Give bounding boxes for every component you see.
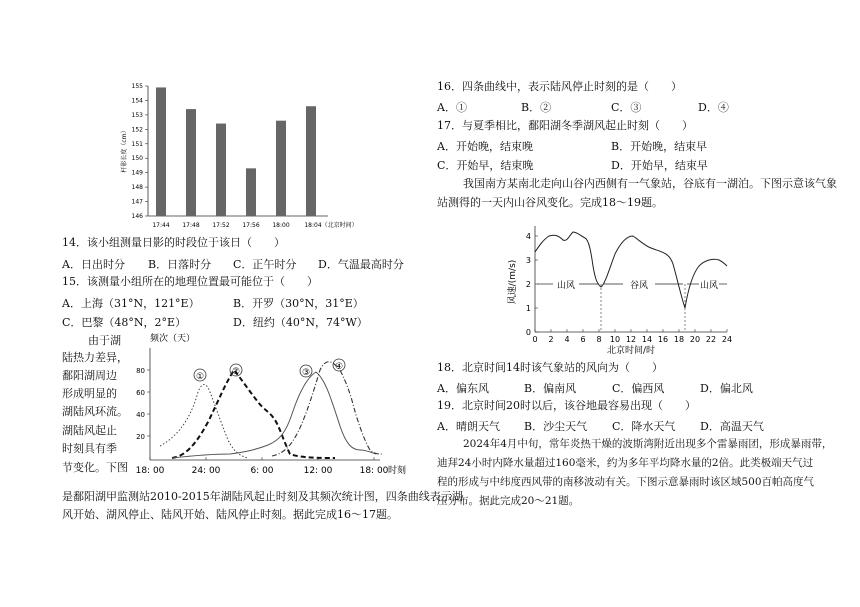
q14-option-c[interactable]: C．正午时分 — [233, 258, 297, 271]
shadow-y-tick: 146 — [131, 213, 143, 220]
lake-breeze-chart — [120, 330, 405, 480]
q14-option-b[interactable]: B．日落时分 — [148, 258, 212, 271]
lake-y-tick: 20 — [136, 433, 145, 441]
q18-option-a[interactable]: A．偏东风 — [437, 382, 489, 395]
wind-x-tick: 12 — [625, 335, 637, 344]
shadow-bar — [306, 106, 316, 216]
wind-x-tick: 10 — [609, 335, 621, 344]
q18-option-b[interactable]: B．偏南风 — [524, 382, 577, 395]
shadow-y-tick: 153 — [131, 111, 143, 119]
lake-intro-line1: 由于湖 — [88, 334, 121, 347]
wind-y-tick: 1 — [525, 304, 531, 313]
lake-intro-line10: 风开始、湖风停止、陆风开始、陆风停止时刻。据此完成16～17题。 — [62, 508, 398, 521]
valley-wind-chart — [505, 222, 735, 360]
storm-intro-line3: 程的形成与中纬度西风带的南移波动有关。下图示意暴雨时该区域500百帕高度气 — [437, 476, 815, 488]
shadow-bar — [156, 87, 166, 216]
lake-y-tick: 60 — [136, 389, 145, 397]
wind-x-tick: 0 — [532, 335, 538, 344]
lake-x-tick: 24: 00 — [191, 466, 221, 476]
wind-speed-curve — [535, 232, 727, 308]
wind-label-valley: 谷风 — [629, 281, 649, 291]
shadow-chart-ylabel: 杆影长度（cm） — [121, 127, 128, 173]
q15-option-c[interactable]: C．巴黎（48°N，2°E） — [62, 316, 187, 329]
q15-stem: 15．该测量小组所在的地理位置最可能位于（ ） — [62, 275, 318, 288]
lake-chart-xunit: 时刻 — [388, 466, 407, 476]
valley-intro-line2: 站测得的一天内山谷风变化。完成18～19题。 — [437, 196, 663, 209]
q17-stem: 17．与夏季相比，鄱阳湖冬季湖风起止时刻（ ） — [437, 119, 693, 132]
wind-chart-xlabel: 北京时间/时 — [606, 346, 656, 356]
lake-y-tick: 80 — [136, 367, 145, 375]
wind-y-tick: 0 — [525, 328, 531, 337]
lake-intro-line8: 节变化。下图 — [62, 461, 128, 474]
shadow-y-tick: 151 — [131, 140, 143, 148]
lake-intro-line2: 陆热力差异， — [62, 351, 128, 364]
q16-option-d[interactable]: D．④ — [698, 101, 729, 114]
q17-option-b[interactable]: B．开始晚，结束早 — [611, 140, 708, 153]
lake-chart-ylabel: 频次（天） — [150, 334, 196, 344]
lake-intro-line9: 是鄱阳湖甲监测站2010-2015年湖陆风起止时刻及其频次统计图，四条曲线表示湖 — [62, 490, 463, 503]
q15-option-b[interactable]: B．开罗（30°N，31°E） — [233, 297, 364, 310]
lake-intro-line4: 形成明显的 — [62, 387, 117, 400]
wind-x-tick: 6 — [580, 335, 586, 344]
wind-x-tick: 18 — [673, 335, 685, 344]
q19-option-d[interactable]: D．高温天气 — [700, 420, 764, 433]
storm-intro-line4: 压分布。据此完成20～21题。 — [437, 495, 580, 507]
wind-x-tick: 4 — [564, 335, 570, 344]
storm-intro-line2: 迪拜24小时内降水量超过160毫米，约为多年平均降水量的2倍。此类极端天气过 — [437, 457, 814, 469]
q19-option-b[interactable]: B．沙尘天气 — [524, 420, 588, 433]
shadow-x-tick: 17:44 — [152, 222, 170, 229]
q18-stem: 18．北京时间14时该气象站的风向为（ ） — [437, 361, 663, 374]
lake-x-tick: 18: 00 — [359, 466, 389, 476]
lake-x-tick: 6: 00 — [250, 466, 274, 476]
shadow-bar — [186, 109, 196, 216]
q15-option-d[interactable]: D．纽约（40°N，74°W） — [233, 316, 368, 329]
wind-x-tick: 8 — [596, 335, 602, 344]
q14-stem: 14．该小组测量日影的时段位于该日（ ） — [62, 236, 285, 249]
q14-option-a[interactable]: A．日出时分 — [62, 258, 125, 271]
wind-chart-ylabel: 风速/(m/s) — [508, 259, 518, 305]
shadow-length-chart — [118, 78, 358, 233]
shadow-x-tick: 17:52 — [212, 222, 230, 229]
q17-option-a[interactable]: A．开始晚，结束晚 — [437, 140, 533, 153]
valley-intro-line1: 我国南方某南北走向山谷内西侧有一气象站，谷底有一湖泊。下图示意该气象 — [463, 177, 837, 190]
q19-option-a[interactable]: A．晴朗天气 — [437, 420, 500, 433]
shadow-y-tick: 147 — [131, 198, 143, 206]
lake-intro-line6: 湖陆风起止 — [62, 424, 117, 437]
lake-x-tick: 18: 00 — [135, 466, 165, 476]
wind-y-tick: 3 — [525, 256, 531, 265]
curve-2 — [172, 370, 335, 458]
lake-intro-line7: 时刻具有季 — [62, 442, 117, 455]
shadow-x-tick: 17:56 — [242, 222, 260, 229]
shadow-y-tick: 154 — [131, 97, 143, 105]
curve-label-2: ② — [231, 367, 241, 377]
lake-intro-line3: 鄱阳湖周边 — [62, 369, 117, 382]
q15-option-a[interactable]: A．上海（31°N，121°E） — [62, 297, 200, 310]
shadow-bar — [246, 168, 256, 216]
q16-stem: 16．四条曲线中，表示陆风停止时刻的是（ ） — [437, 80, 682, 93]
curve-3 — [172, 372, 376, 458]
lake-intro-line5: 湖陆风环流。 — [62, 405, 128, 418]
lake-y-tick: 40 — [136, 411, 145, 419]
shadow-y-tick: 148 — [131, 184, 143, 192]
shadow-y-tick: 155 — [131, 83, 143, 90]
storm-intro-line1: 2024年4月中旬，常年炎热干燥的波斯湾附近出现多个雷暴雨团，形成暴雨带， — [463, 438, 833, 450]
wind-x-tick: 16 — [657, 335, 669, 344]
wind-x-tick: 14 — [641, 335, 653, 344]
wind-x-tick: 20 — [689, 335, 701, 344]
shadow-bar — [216, 124, 226, 216]
shadow-x-tick: 17:48 — [182, 222, 200, 229]
curve-1 — [160, 385, 248, 459]
shadow-x-tick: 18:04（北京时间） — [304, 222, 358, 229]
wind-label-mountain: 山风 — [556, 281, 576, 291]
q14-option-d[interactable]: D．气温最高时分 — [318, 258, 404, 271]
q18-option-c[interactable]: C．偏西风 — [612, 382, 665, 395]
shadow-y-tick: 152 — [131, 126, 143, 134]
shadow-x-tick: 18:00 — [272, 222, 290, 229]
wind-label-mountain-2: 山风 — [699, 281, 719, 291]
wind-y-tick: 2 — [525, 280, 531, 289]
q16-option-a[interactable]: A．① — [437, 101, 467, 114]
curve-label-1: ① — [195, 372, 205, 382]
q16-option-c[interactable]: C．③ — [611, 101, 642, 114]
q18-option-d[interactable]: D．偏北风 — [700, 382, 753, 395]
wind-x-tick: 2 — [548, 335, 554, 344]
q17-option-d[interactable]: D．开始早，结束早 — [611, 159, 708, 172]
q16-option-b[interactable]: B．② — [521, 101, 552, 114]
curve-label-4: ④ — [334, 362, 344, 372]
q17-option-c[interactable]: C．开始早，结束晚 — [437, 159, 534, 172]
wind-x-tick: 22 — [705, 335, 717, 344]
shadow-y-tick: 150 — [131, 155, 143, 163]
shadow-y-tick: 149 — [131, 169, 143, 177]
q19-stem: 19．北京时间20时以后，该谷地最容易出现（ ） — [437, 399, 696, 412]
q19-option-c[interactable]: C．降水天气 — [612, 420, 676, 433]
wind-x-tick: 24 — [721, 335, 733, 344]
curve-label-3: ③ — [301, 368, 311, 378]
wind-y-tick: 4 — [525, 232, 531, 241]
curve-4 — [272, 362, 382, 456]
lake-x-tick: 12: 00 — [303, 466, 333, 476]
shadow-bar — [276, 121, 286, 216]
